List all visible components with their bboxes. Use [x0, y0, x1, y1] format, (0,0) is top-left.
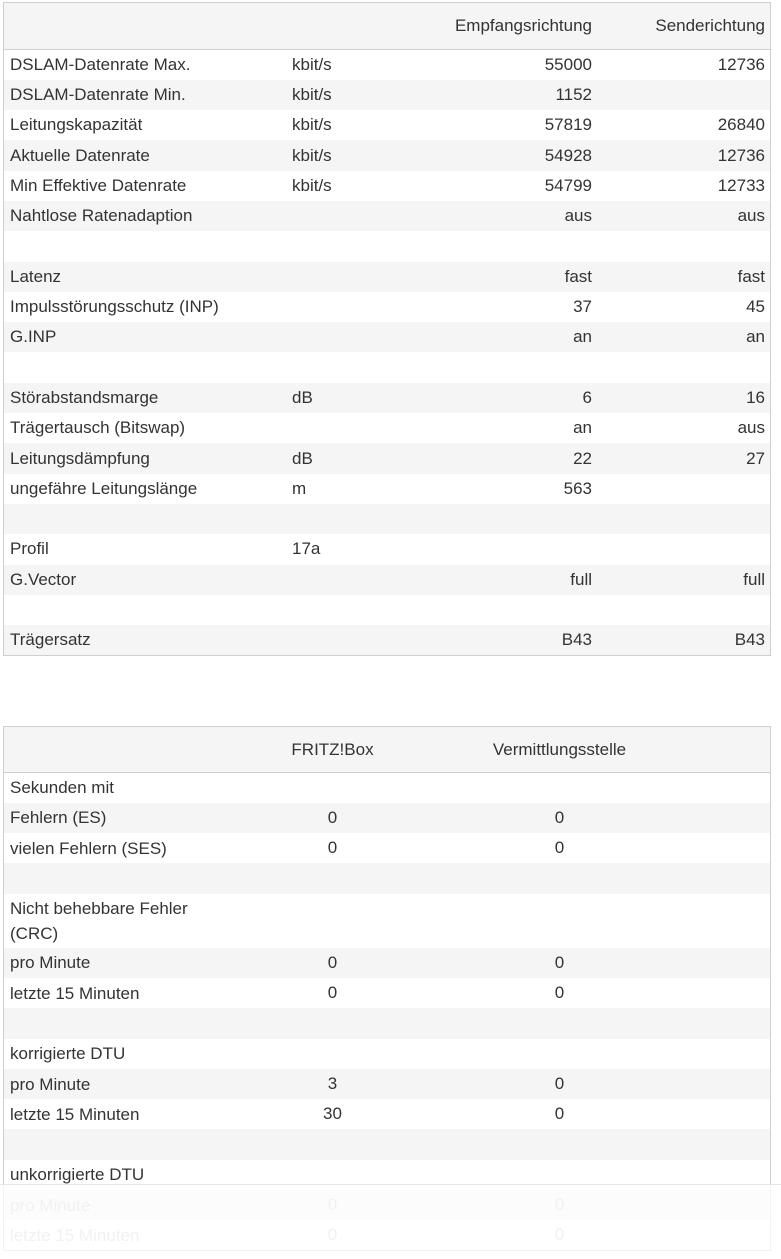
row-label: Latenz	[10, 266, 62, 286]
dsl-line-table	[3, 2, 771, 656]
row-label: DSLAM-Datenrate Max.	[10, 54, 191, 74]
receive-value	[392, 352, 592, 382]
table-row	[4, 1008, 771, 1038]
table-row	[4, 110, 771, 140]
table-row	[4, 1039, 771, 1069]
row-label	[4, 595, 293, 625]
exchange-value: 0	[554, 983, 565, 1003]
header-unit	[292, 3, 392, 50]
table-row	[4, 322, 771, 352]
table-row	[4, 534, 771, 564]
fritzbox-value: 3	[327, 1074, 338, 1094]
row-label: Sekunden mit	[10, 778, 114, 798]
receive-value: 54799	[544, 175, 592, 195]
send-value: 12733	[717, 175, 765, 195]
fritzbox-value: 0	[327, 983, 338, 1003]
table-row	[4, 948, 771, 978]
error-statistics-table	[3, 726, 771, 1251]
send-value	[592, 231, 771, 261]
row-unit	[292, 262, 392, 292]
fritzbox-value	[240, 894, 425, 948]
row-unit: 17a	[292, 539, 321, 559]
row-label: vielen Fehlern (SES)	[10, 838, 167, 858]
row-label: letzte 15 Minuten	[10, 1104, 140, 1124]
fritzbox-value: 0	[327, 838, 338, 858]
exchange-value: 0	[554, 952, 565, 972]
send-value: aus	[737, 418, 765, 438]
send-value	[592, 504, 771, 534]
receive-value: B43	[561, 630, 592, 650]
table-row	[4, 504, 771, 534]
fritzbox-value: 0	[327, 807, 338, 827]
row-unit: dB	[292, 448, 313, 468]
send-value	[592, 474, 771, 504]
exchange-value	[425, 863, 771, 893]
fritzbox-value	[240, 1039, 425, 1069]
table-row	[4, 80, 771, 110]
fritzbox-value	[240, 773, 425, 803]
row-label: ungefähre Leitungslänge	[10, 478, 198, 498]
receive-value: 1152	[555, 84, 592, 104]
row-unit	[292, 504, 392, 534]
table-row	[4, 201, 771, 231]
table-row	[4, 773, 771, 803]
receive-value	[392, 534, 592, 564]
receive-value	[392, 231, 592, 261]
row-unit	[292, 231, 392, 261]
row-label: unkorrigierte DTU	[10, 1165, 145, 1185]
table-row	[4, 262, 771, 292]
row-label: G.Vector	[10, 569, 77, 589]
row-label: Nahtlose Ratenadaption	[10, 206, 193, 226]
send-value: 45	[746, 297, 765, 317]
table-row	[4, 1069, 771, 1099]
receive-value: 22	[573, 448, 592, 468]
receive-value	[392, 595, 592, 625]
table-header-row	[4, 3, 771, 50]
table-row	[4, 171, 771, 201]
table-row	[4, 413, 771, 443]
table-row	[4, 231, 771, 261]
row-label: Leitungsdämpfung	[10, 448, 150, 468]
fritzbox-value	[240, 1129, 425, 1159]
row-label: letzte 15 Minuten	[10, 983, 140, 1003]
receive-value: 37	[573, 297, 592, 317]
send-value: full	[743, 569, 765, 589]
row-unit: kbit/s	[292, 115, 332, 135]
table-row	[4, 1129, 771, 1159]
header-exchange: Vermittlungsstelle	[425, 727, 771, 773]
table-row	[4, 443, 771, 473]
table-row	[4, 565, 771, 595]
row-unit	[292, 201, 392, 231]
row-unit: kbit/s	[292, 54, 332, 74]
row-label: Nicht behebbare Fehler (CRC)	[10, 898, 188, 943]
send-value: 27	[746, 448, 765, 468]
row-label	[4, 504, 293, 534]
exchange-value	[425, 773, 771, 803]
send-value	[592, 80, 771, 110]
table-row	[4, 352, 771, 382]
row-label: Min Effektive Datenrate	[10, 175, 187, 195]
row-label	[4, 352, 293, 382]
row-label: Trägertausch (Bitswap)	[10, 418, 186, 438]
exchange-value: 0	[554, 807, 565, 827]
receive-value: 57819	[544, 115, 592, 135]
header-fritzbox: FRITZ!Box	[240, 727, 425, 773]
row-label: G.INP	[10, 327, 57, 347]
send-value	[592, 534, 771, 564]
header-receive-direction: Empfangsrichtung	[392, 3, 592, 50]
fritzbox-value	[240, 1008, 425, 1038]
exchange-value	[425, 1039, 771, 1069]
send-value	[592, 352, 771, 382]
row-unit	[292, 595, 392, 625]
receive-value: 55000	[544, 54, 592, 74]
row-label	[4, 863, 241, 893]
row-unit	[292, 413, 392, 443]
exchange-value: 0	[554, 1074, 565, 1094]
row-label: Fehlern (ES)	[10, 808, 107, 828]
row-unit	[292, 625, 392, 655]
row-unit	[292, 565, 392, 595]
receive-value: aus	[564, 206, 592, 226]
row-label	[4, 231, 293, 261]
row-unit: dB	[292, 387, 313, 407]
row-label: Trägersatz	[10, 630, 91, 650]
header-label	[4, 3, 293, 50]
row-label	[4, 1129, 241, 1159]
row-label: Impulsstörungsschutz (INP)	[10, 297, 219, 317]
send-value: 26840	[717, 115, 765, 135]
receive-value: full	[570, 569, 592, 589]
row-unit: kbit/s	[292, 145, 332, 165]
exchange-value: 0	[554, 1104, 565, 1124]
table-row	[4, 140, 771, 170]
receive-value: 6	[582, 387, 592, 407]
receive-value: an	[573, 327, 592, 347]
send-value: an	[746, 327, 765, 347]
exchange-value: 0	[554, 838, 565, 858]
receive-value: 54928	[544, 145, 592, 165]
table-row	[4, 863, 771, 893]
header-label	[4, 727, 241, 773]
send-value: fast	[737, 266, 765, 286]
header-send-direction: Senderichtung	[592, 3, 771, 50]
fritzbox-value: 0	[327, 952, 338, 972]
row-label: Aktuelle Datenrate	[10, 145, 150, 165]
table-row	[4, 474, 771, 504]
table-row	[4, 803, 771, 833]
table-row	[4, 894, 771, 948]
table-row	[4, 833, 771, 863]
row-label: DSLAM-Datenrate Min.	[10, 84, 186, 104]
send-value: 12736	[717, 54, 765, 74]
row-label: Störabstandsmarge	[10, 387, 159, 407]
fritzbox-value	[240, 863, 425, 893]
send-value: aus	[737, 206, 765, 226]
send-value: 12736	[717, 145, 765, 165]
row-unit	[292, 292, 392, 322]
table-row	[4, 50, 771, 80]
exchange-value	[425, 1129, 771, 1159]
receive-value: 563	[563, 478, 592, 498]
table-row	[4, 978, 771, 1008]
row-label: Leitungskapazität	[10, 115, 143, 135]
row-unit	[292, 322, 392, 352]
exchange-value	[425, 894, 771, 948]
receive-value: an	[573, 418, 592, 438]
row-label: pro Minute	[10, 1074, 91, 1094]
row-unit	[292, 352, 392, 382]
row-label: pro Minute	[10, 953, 91, 973]
receive-value: fast	[564, 266, 592, 286]
table-row	[4, 595, 771, 625]
fade-overlay	[0, 1184, 781, 1259]
table-row	[4, 292, 771, 322]
table-row	[4, 1099, 771, 1129]
exchange-value	[425, 1008, 771, 1038]
row-label: Profil	[10, 539, 49, 559]
fritzbox-value: 30	[323, 1104, 342, 1124]
send-value: 16	[746, 387, 765, 407]
table-row	[4, 625, 771, 655]
row-unit: kbit/s	[292, 175, 332, 195]
row-unit: m	[292, 478, 307, 498]
row-label: korrigierte DTU	[10, 1044, 126, 1064]
receive-value	[392, 504, 592, 534]
table-row	[4, 383, 771, 413]
row-label	[4, 1008, 241, 1038]
send-value	[592, 595, 771, 625]
table-header-row	[4, 727, 771, 773]
send-value: B43	[734, 630, 765, 650]
row-unit: kbit/s	[292, 84, 332, 104]
